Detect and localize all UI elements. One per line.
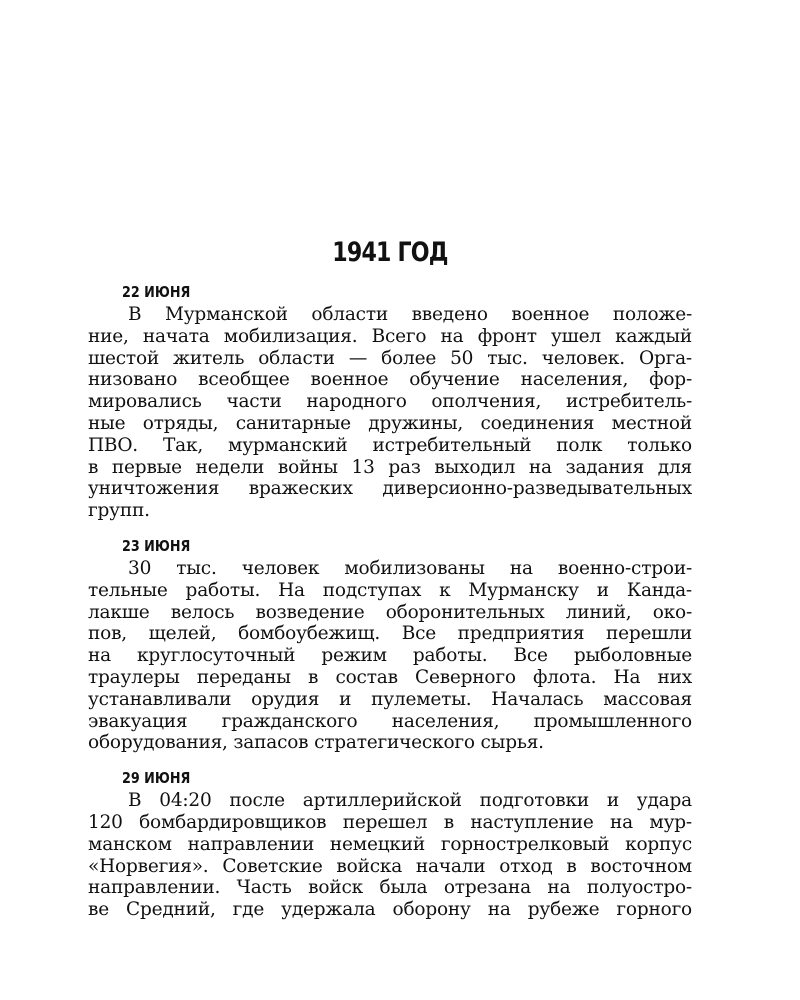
text-line: оборудования, запасов стратегического сырья. xyxy=(88,732,544,754)
text-line: ние, начата мобилизация. Всего на фронт ушел каждый xyxy=(88,325,692,347)
text-line: ные отряды, санитарные дружины, соединения местной xyxy=(88,412,692,434)
entry-june-29 xyxy=(88,768,692,921)
entry-date: 22 ИЮНЯ xyxy=(122,283,191,301)
text-line: эвакуация гражданского населения, промышленного xyxy=(88,710,692,732)
text-line: уничтожения вражеских диверсионно-разведывательных xyxy=(88,478,692,500)
text-line: лакше велось возведение оборонительных линий, око- xyxy=(88,601,692,623)
text-line: ПВО. Так, мурманский истребительный полк только xyxy=(88,434,692,456)
text-line: В 04:20 после артиллерийской подготовки и удара xyxy=(128,790,692,812)
text-line: шестой житель области — более 50 тыс. человек. Орга- xyxy=(88,347,692,369)
text-line: устанавливали орудия и пулеметы. Началась массовая xyxy=(88,688,692,710)
text-line: направлении. Часть войск была отрезана на полуостро- xyxy=(88,877,692,899)
entry-june-22 xyxy=(88,282,692,522)
text-line: «Норвегия». Советские войска начали отход в восточном xyxy=(88,855,692,877)
text-line: тельные работы. На подступах к Мурманску и Канда- xyxy=(88,579,692,601)
text-line: на круглосуточный режим работы. Все рыболовные xyxy=(88,645,692,667)
text-line: 30 тыс. человек мобилизованы на военно-строи- xyxy=(128,557,692,579)
text-line: пов, щелей, бомбоубежищ. Все предприятия перешли xyxy=(88,623,692,645)
text-line: мировались части народного ополчения, истребитель- xyxy=(88,391,692,413)
entry-june-23 xyxy=(88,536,692,754)
text-line: 120 бомбардировщиков перешел в наступление на мур- xyxy=(88,811,692,833)
book-page xyxy=(88,236,692,935)
text-line: манском направлении немецкий горнострелковый корпус xyxy=(88,833,692,855)
text-line: В Мурманской области введено военное положе- xyxy=(128,304,692,325)
entry-date: 23 ИЮНЯ xyxy=(122,536,191,555)
text-line: низовано всеобщее военное обучение населения, фор- xyxy=(88,369,692,391)
text-line: в первые недели войны 13 раз выходил на задания для xyxy=(88,456,692,478)
entry-date: 29 ИЮНЯ xyxy=(122,769,191,788)
chapter-title: 1941 ГОД xyxy=(332,237,448,268)
text-line: групп. xyxy=(88,500,150,522)
text-line: траулеры переданы в состав Северного флота. На них xyxy=(88,666,692,688)
text-line: ве Средний, где удержала оборону на рубеже горного xyxy=(88,899,692,921)
